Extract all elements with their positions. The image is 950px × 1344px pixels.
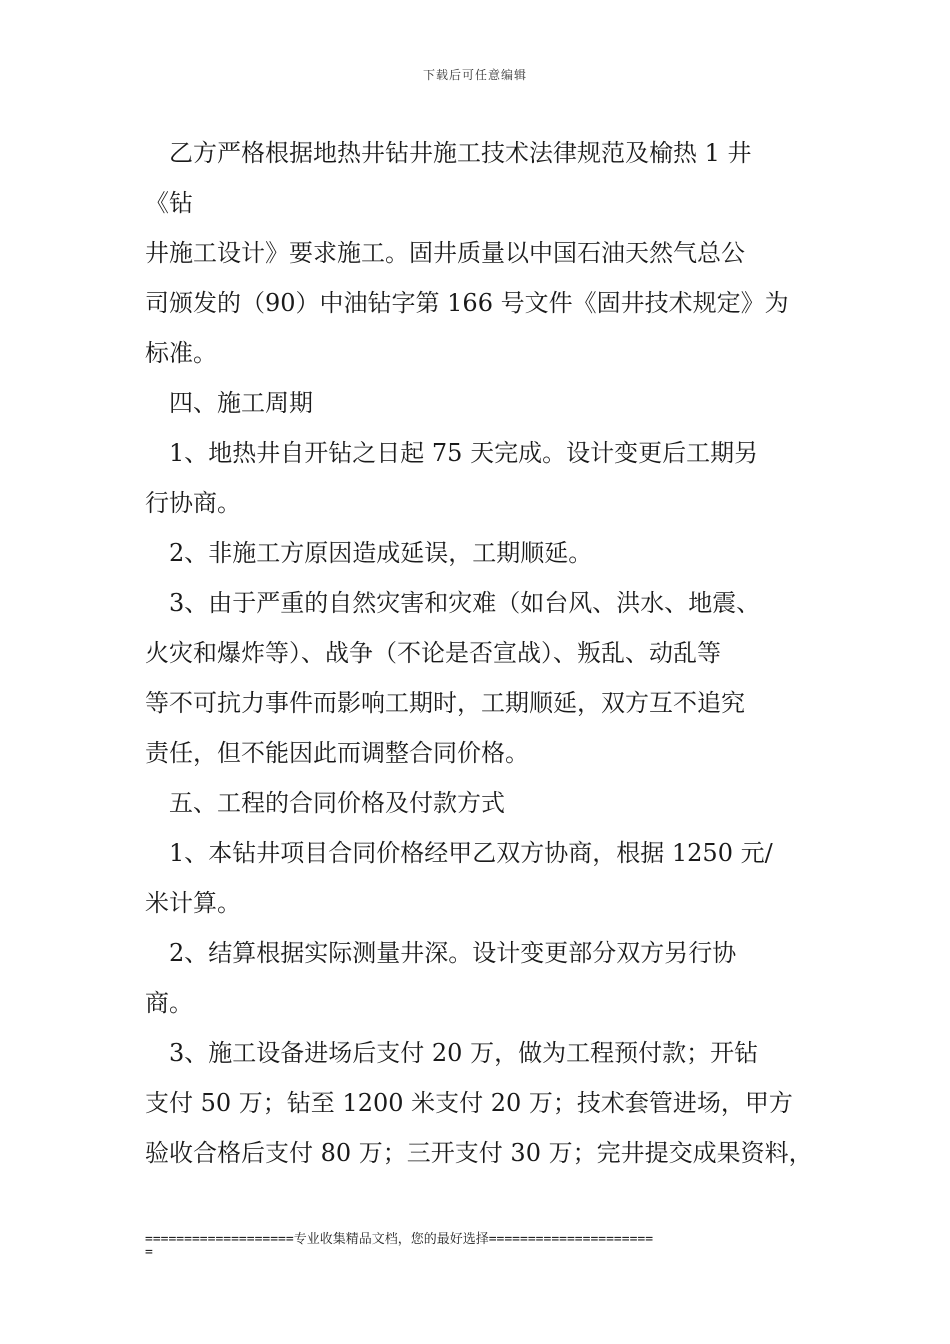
footer-banner: ===================专业收集精品文档，您的最好选择===================== xyxy=(145,1232,654,1247)
body-line-18: 商。 xyxy=(145,989,193,1017)
body-line-17: 2、结算根据实际测量井深。设计变更部分双方另行协 xyxy=(145,939,737,967)
body-line-13: 责任，但不能因此而调整合同价格。 xyxy=(145,739,529,767)
body-line-4: 司颁发的（90）中油钻字第 166 号文件《固井技术规定》为 xyxy=(145,289,789,317)
body-line-15: 1、本钻井项目合同价格经甲乙双方协商，根据 1250 元/ xyxy=(145,839,773,867)
footer-continuation: = xyxy=(145,1245,153,1260)
body-line-10: 3、由于严重的自然灾害和灾难（如台风、洪水、地震、 xyxy=(145,589,761,617)
body-line-8: 行协商。 xyxy=(145,489,241,517)
body-line-21: 验收合格后支付 80 万；三开支付 30 万；完井提交成果资料， xyxy=(145,1139,813,1167)
body-line-19: 3、施工设备进场后支付 20 万，做为工程预付款；开钻 xyxy=(145,1039,759,1067)
section-heading-4: 四、施工周期 xyxy=(145,389,313,417)
body-line-12: 等不可抗力事件而影响工期时，工期顺延，双方互不追究 xyxy=(145,689,745,717)
body-line-9: 2、非施工方原因造成延误，工期顺延。 xyxy=(145,539,593,567)
body-line-2: 《钻 xyxy=(145,189,193,217)
body-line-20: 支付 50 万；钻至 1200 米支付 20 万；技术套管进场，甲方 xyxy=(145,1089,793,1117)
body-line-7: 1、地热井自开钻之日起 75 天完成。设计变更后工期另 xyxy=(145,439,759,467)
section-heading-5: 五、工程的合同价格及付款方式 xyxy=(145,789,505,817)
body-line-11: 火灾和爆炸等）、战争（不论是否宣战）、叛乱、动乱等 xyxy=(145,639,721,667)
body-line-16: 米计算。 xyxy=(145,889,241,917)
page-header: 下载后可任意编辑 xyxy=(422,68,527,82)
body-line-5: 标准。 xyxy=(145,339,217,367)
body-line-3: 井施工设计》要求施工。固井质量以中国石油天然气总公 xyxy=(145,239,745,267)
body-line-1: 乙方严格根据地热井钻井施工技术法律规范及榆热 1 井 xyxy=(145,139,752,167)
